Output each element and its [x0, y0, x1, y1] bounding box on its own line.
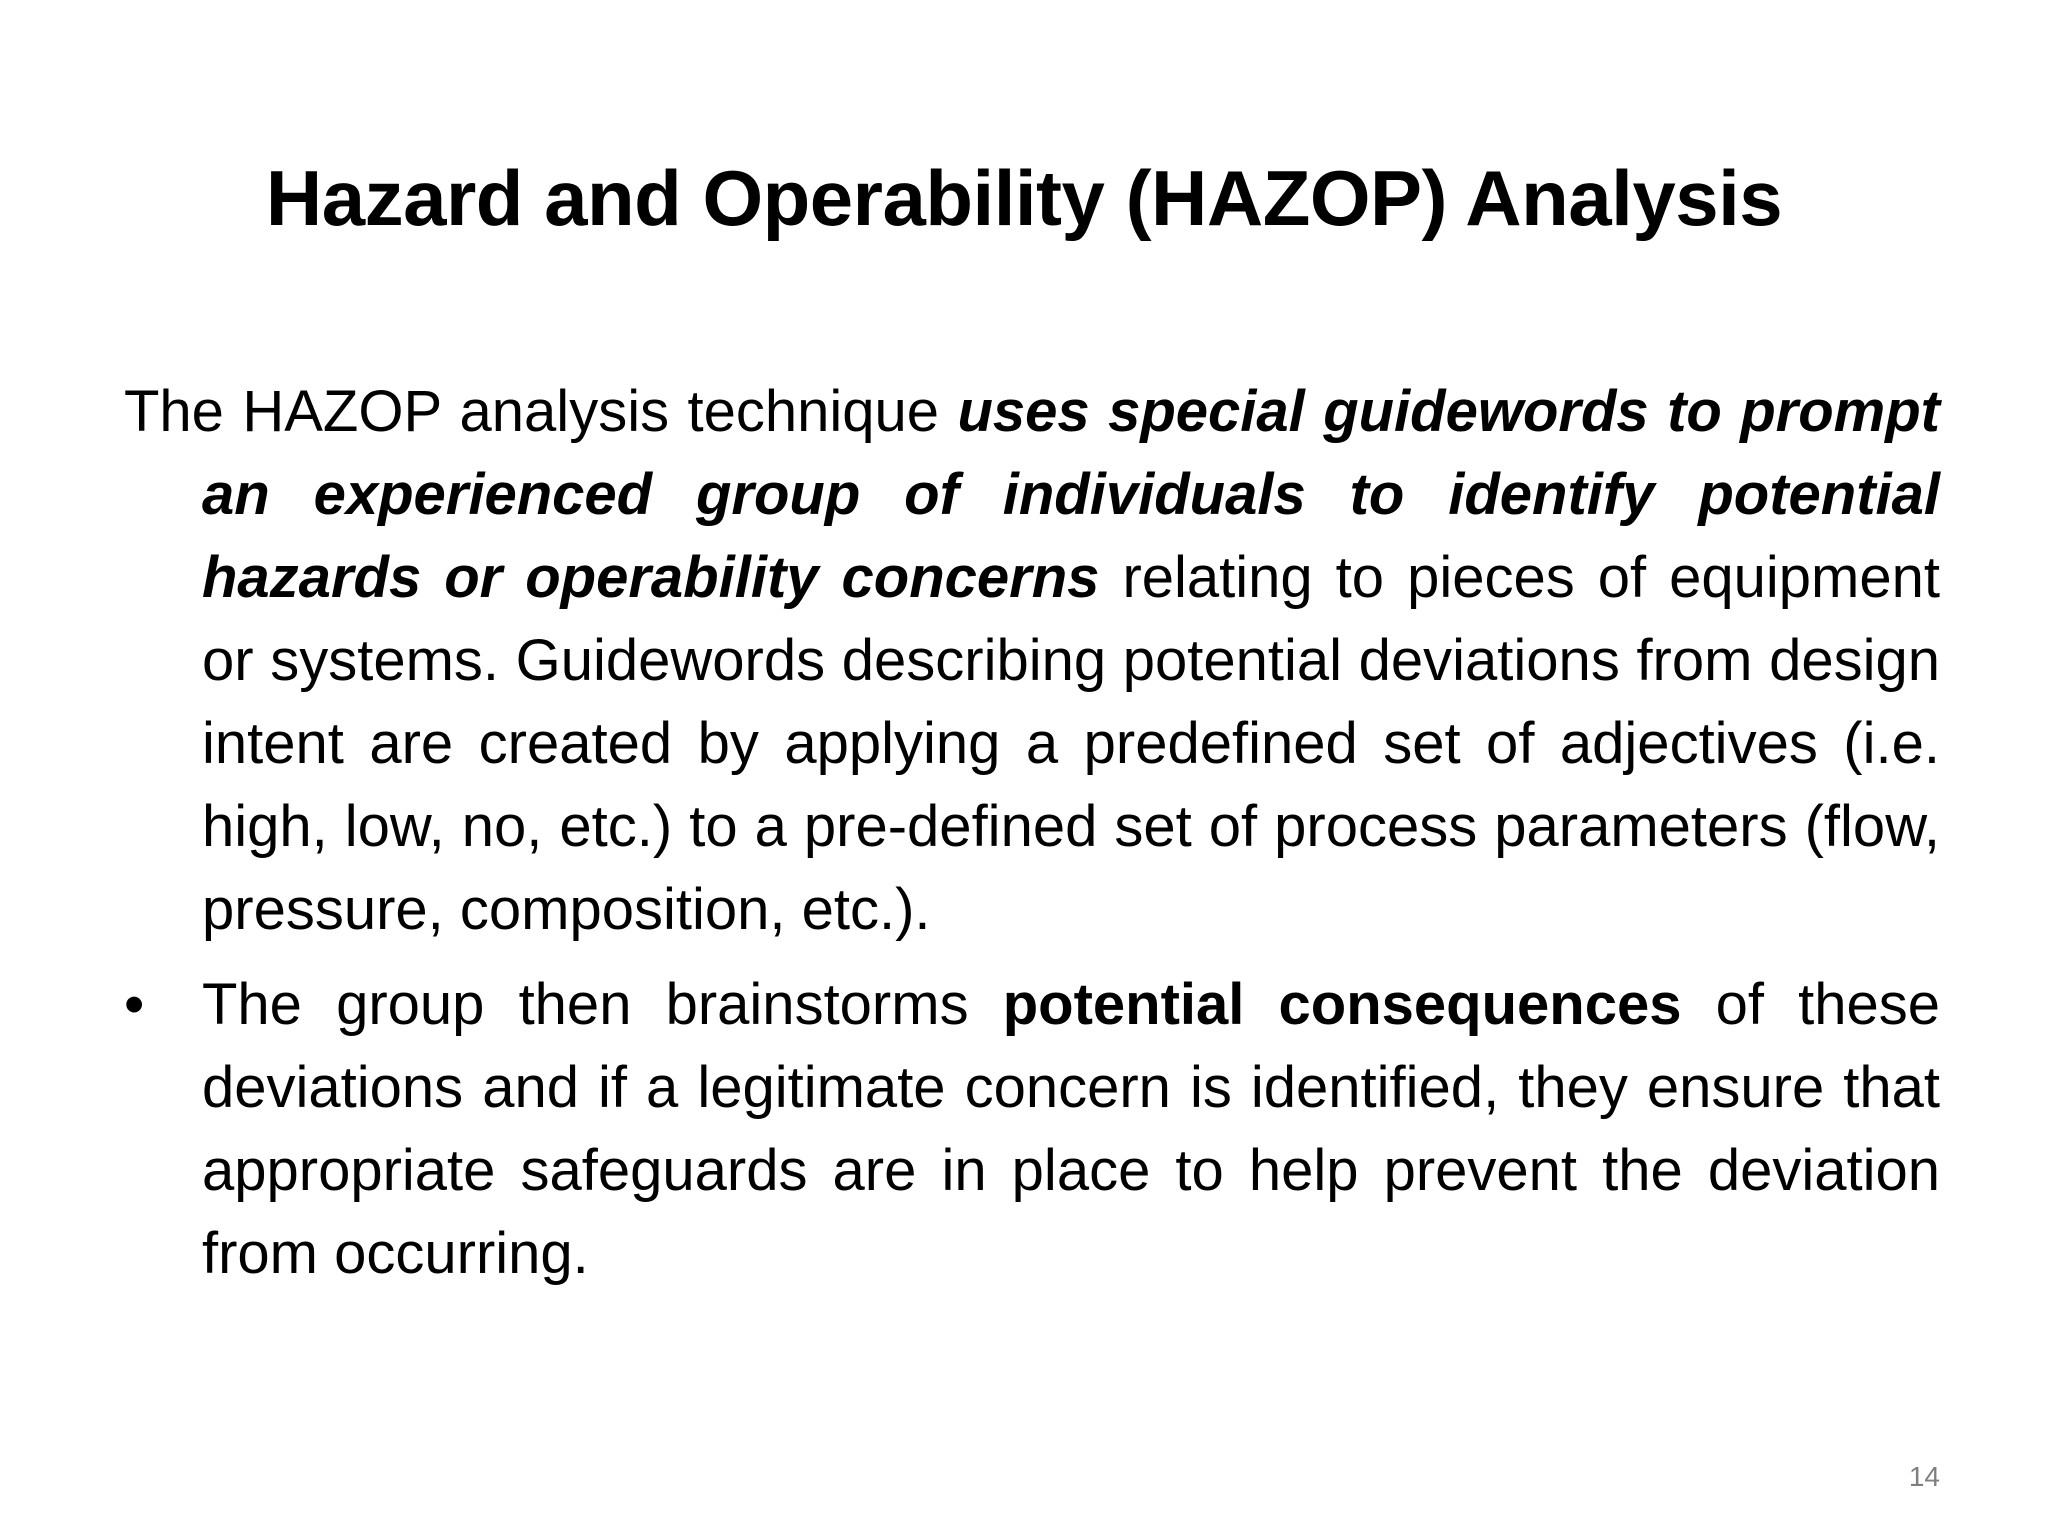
bullet-item	[124, 963, 1940, 1295]
intro-text-before: The HAZOP analysis technique	[124, 379, 958, 444]
intro-paragraph	[124, 370, 1940, 951]
bullet-icon: •	[124, 972, 145, 1037]
intro-emphasis: uses special guidewords to prompt an experienced group of individuals to identify potential hazards or operability concerns	[202, 379, 1940, 610]
bullet-text-after: of these deviations and if a legitimate concern is identified, they ensure that appropriate safeguards are in place to help prevent the deviation from occurring.	[202, 972, 1941, 1286]
page-number: 14	[1908, 1461, 1940, 1492]
bullet-emphasis: potential consequences	[1002, 972, 1682, 1037]
slide-body	[124, 370, 1940, 1295]
slide-title: Hazard and Operability (HAZOP) Analysis	[265, 154, 1783, 242]
bullet-text-before: The group then brainstorms	[202, 972, 1003, 1037]
intro-text-after: relating to pieces of equipment or systems. Guidewords describing potential deviations from design intent are created by applying a predefined set of adjectives (i.e. high, low, no, etc.) to a pre-defined set of process parameters (flow, pressure, composition, etc.).	[202, 545, 1940, 942]
